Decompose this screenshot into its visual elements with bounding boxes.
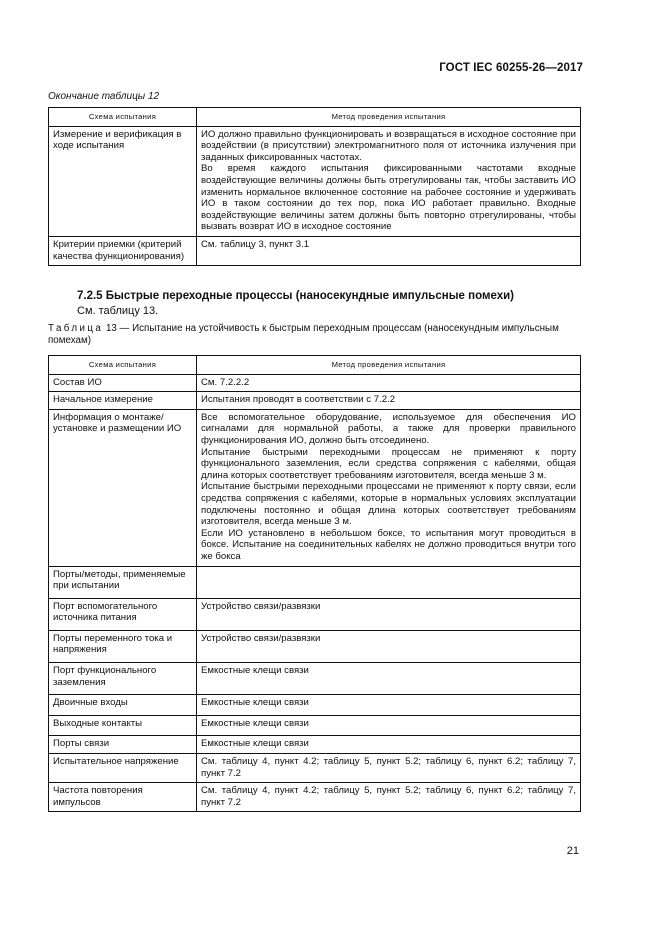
ports-group-heading-row <box>49 566 581 598</box>
table13-caption <box>48 323 581 347</box>
scheme-cell: Информация о монтаже/ установке и размещении ИО <box>49 409 197 566</box>
column-header-method: Метод проведения испытания <box>197 356 581 375</box>
method-paragraph: Испытание быстрыми переходными процессам не применяют к порту функционального заземления, если средства сопряжения с кабелями, общая длина которых соответствует требованиям изготовителя, всегда меньше 3 м. <box>201 446 576 481</box>
method-paragraph: Испытание быстрыми переходными процессами не применяют к порту связи, если средства сопряжения с кабелями, которые в нормальных условиях эксплуатации подключены постоянно и общая длина которых соответствует требованиям изготовителя, всегда меньше 3 м. <box>201 481 576 528</box>
table-header-row <box>49 356 581 375</box>
method-cell: Устройство связи/развязки <box>197 630 581 662</box>
method-cell <box>197 126 581 236</box>
section-title: 7.2.5 Быстрые переходные процессы (наносекундные импульсные помехи) <box>77 290 514 302</box>
method-paragraph: Во время каждого испытания фиксированными частотами входные воздействующие величины должны быть отрегулированы так, чтобы заставить ИО изменить нормальное включенное состояние на рабочее состояние и удерживать ИО в таком состоянии до тех пор, пока ИО работает правильно. Входные воздействующие величины затем должны быть повторно отрегулированы, чтобы вызвать возврат ИО в исходное состояние <box>201 163 576 233</box>
ports-group-row <box>49 695 581 716</box>
scheme-cell: Измерение и верификация в ходе испытания <box>49 126 197 236</box>
section-reference: См. таблицу 13. <box>77 305 159 317</box>
method-cell: Устройство связи/развязки <box>197 598 581 630</box>
method-cell: См. таблицу 4, пункт 4.2; таблицу 5, пункт 5.2; таблицу 6, пункт 6.2; таблицу 7, пункт 7.2 <box>197 754 581 783</box>
table-row <box>49 374 581 392</box>
standard-code: ГОСТ IEC 60255-26—2017 <box>439 62 583 74</box>
scheme-cell: Двоичные входы <box>49 695 197 716</box>
table-13 <box>48 355 581 812</box>
scheme-cell: Состав ИО <box>49 374 197 392</box>
ports-group-row <box>49 630 581 662</box>
table-row <box>49 409 581 566</box>
column-header-method: Метод проведения испытания <box>197 108 581 127</box>
method-cell: Испытания проводят в соответствии с 7.2.2 <box>197 392 581 410</box>
method-cell: Емкостные клещи связи <box>197 715 581 736</box>
table-row <box>49 236 581 265</box>
scheme-cell: Частота повторения импульсов <box>49 783 197 812</box>
method-cell: Емкостные клещи связи <box>197 695 581 716</box>
scheme-cell: Испытательное напряжение <box>49 754 197 783</box>
table-header-row <box>49 108 581 127</box>
scheme-cell: Порт вспомогательного источника питания <box>49 598 197 630</box>
method-cell-empty <box>197 566 581 598</box>
table13-caption-text: 13 — Испытание на устойчивость к быстрым переходным процессам (наносекундным импульсным помехам) <box>48 323 559 346</box>
table-row <box>49 754 581 783</box>
table-12-end <box>48 107 581 266</box>
table-row <box>49 126 581 236</box>
method-cell <box>197 409 581 566</box>
ports-group-row <box>49 598 581 630</box>
scheme-cell: Порт функционального заземления <box>49 663 197 695</box>
method-cell: См. таблицу 4, пункт 4.2; таблицу 5, пункт 5.2; таблицу 6, пункт 6.2; таблицу 7, пункт 7.2 <box>197 783 581 812</box>
scheme-cell: Порты переменного тока и напряжения <box>49 630 197 662</box>
scheme-cell: Порты связи <box>49 736 197 754</box>
ports-group-row <box>49 663 581 695</box>
table-row <box>49 392 581 410</box>
method-cell: См. 7.2.2.2 <box>197 374 581 392</box>
column-header-scheme: Схема испытания <box>49 108 197 127</box>
page-number: 21 <box>566 845 579 857</box>
method-cell: См. таблицу 3, пункт 3.1 <box>197 236 581 265</box>
table13-caption-label: Таблица <box>48 323 104 334</box>
method-paragraph: ИО должно правильно функционировать и возвращаться в исходное состояние при воздействии (в присутствии) электромагнитного поля от источника излучения при заданных фиксированных частотах. <box>201 128 576 163</box>
column-header-scheme: Схема испытания <box>49 356 197 375</box>
ports-group-row <box>49 736 581 754</box>
method-cell: Емкостные клещи связи <box>197 736 581 754</box>
ports-group-row <box>49 715 581 736</box>
scheme-cell: Начальное измерение <box>49 392 197 410</box>
table-row <box>49 783 581 812</box>
table12-end-caption: Окончание таблицы 12 <box>48 91 160 102</box>
scheme-cell: Выходные контакты <box>49 715 197 736</box>
method-paragraph: Если ИО установлено в небольшом боксе, то испытания могут проводиться в боксе. Испытание на соединительных кабелях не должно проводиться внутри того же бокса <box>201 527 576 562</box>
ports-group-heading: Порты/методы, применяемые при испытании <box>49 566 197 598</box>
method-paragraph: Все вспомогательное оборудование, используемое для обеспечения ИО сигналами для нормальной работы, а также для проверки правильного функционирования ИО, должно быть отсоединено. <box>201 411 576 446</box>
method-cell: Емкостные клещи связи <box>197 663 581 695</box>
scheme-cell: Критерии приемки (критерий качества функционирования) <box>49 236 197 265</box>
